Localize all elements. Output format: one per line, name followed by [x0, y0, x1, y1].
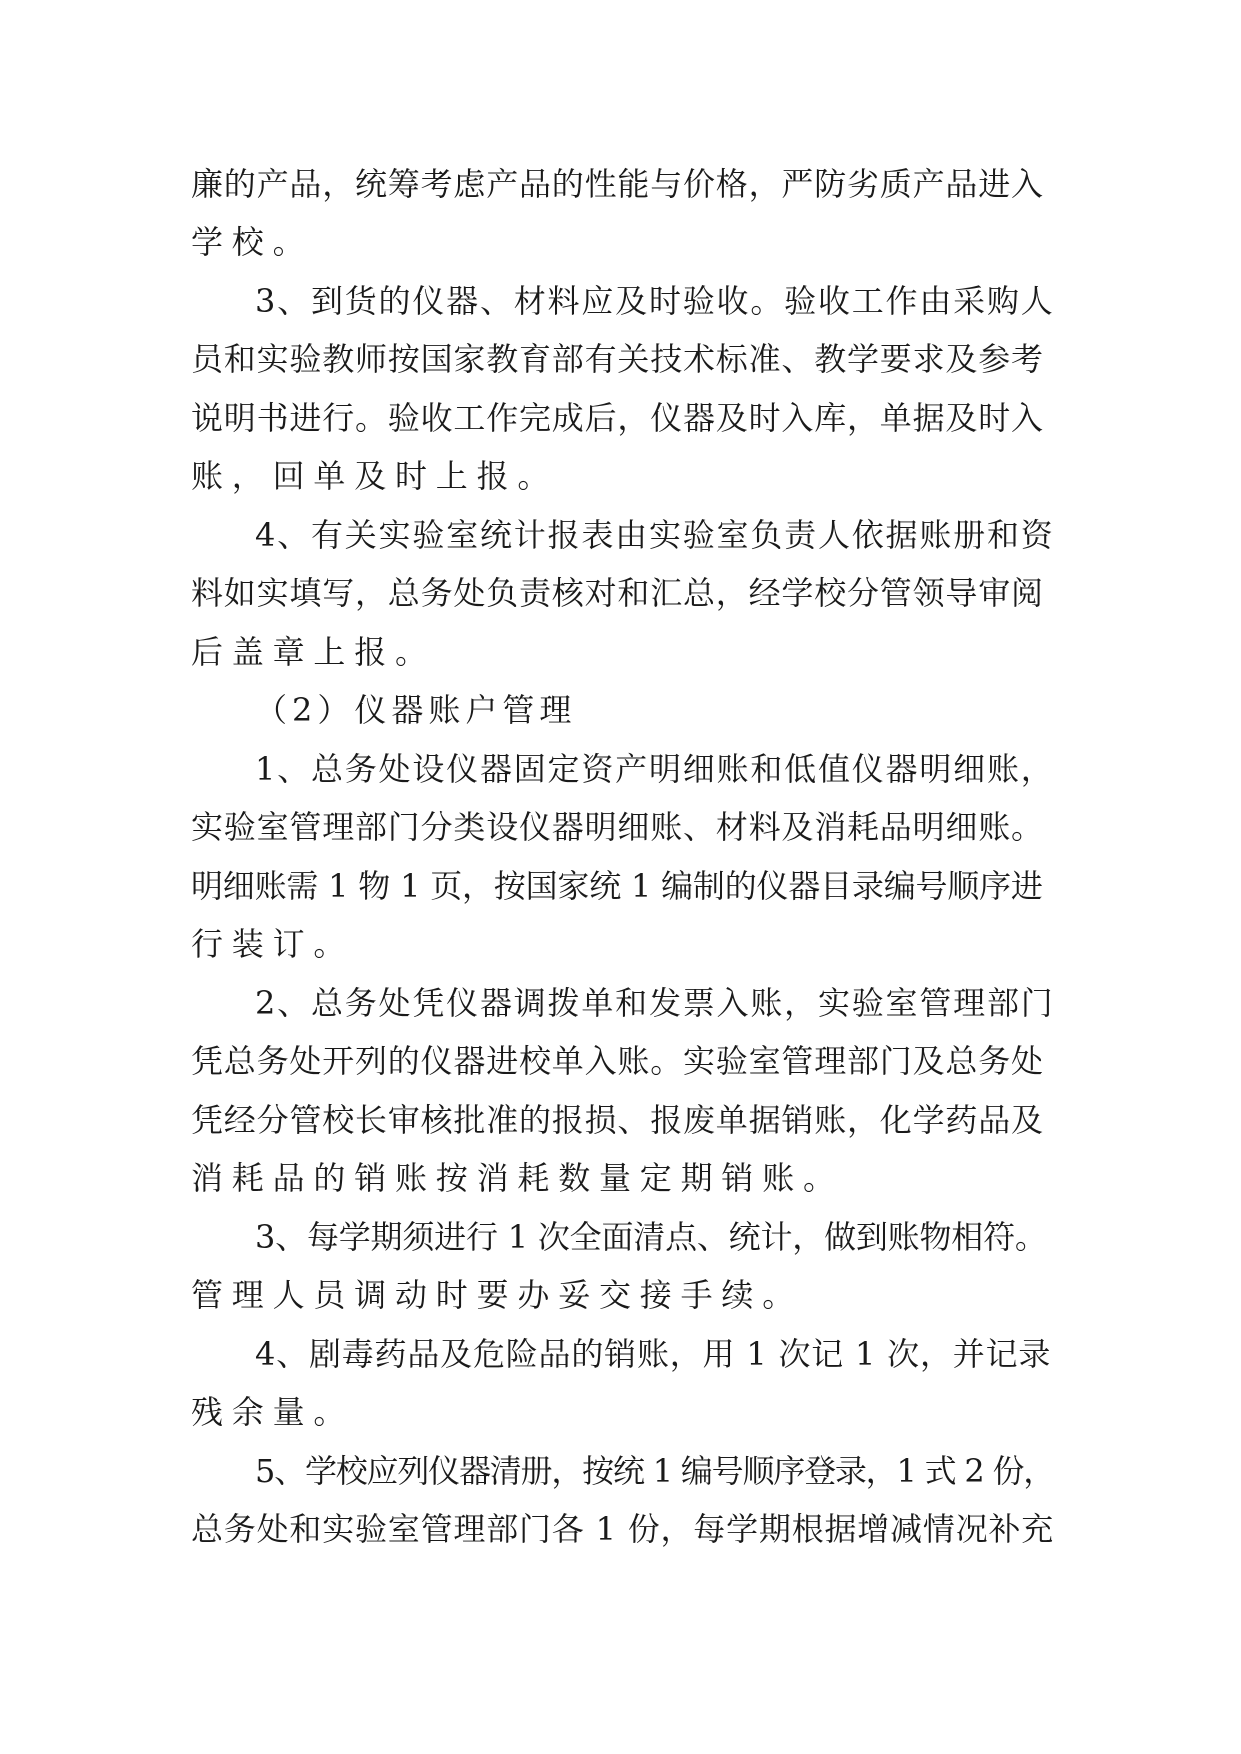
paragraph-line: 3、每学期须进行 1 次全面清点、统计，做到账物相符。 [255, 1218, 1047, 1256]
paragraph-line: 员和实验教师按国家教育部有关技术标准、教学要求及参考 [191, 340, 1044, 378]
paragraph-line: 1、总务处设仪器固定资产明细账和低值仪器明细账， [255, 750, 1055, 788]
paragraph-line: 管理人员调动时要办妥交接手续。 [191, 1276, 804, 1314]
paragraph-line: 说明书进行。验收工作完成后，仪器及时入库，单据及时入 [191, 399, 1044, 437]
paragraph-line: 3、到货的仪器、材料应及时验收。验收工作由采购人 [255, 282, 1055, 320]
paragraph-line: 4、有关实验室统计报表由实验室负责人依据账册和资 [255, 516, 1055, 554]
paragraph-line: 残余量。 [191, 1393, 355, 1431]
paragraph-line: 后盖章上报。 [191, 633, 436, 671]
paragraph-line: 消耗品的销账按消耗数量定期销账。 [191, 1159, 844, 1197]
paragraph-line: 总务处和实验室管理部门各 1 份，每学期根据增减情况补充 [191, 1510, 1055, 1548]
paragraph-line: 2、总务处凭仪器调拨单和发票入账，实验室管理部门 [255, 984, 1055, 1022]
paragraph-line: 账，回单及时上报。 [191, 457, 559, 495]
paragraph-line: 行装订。 [191, 925, 355, 963]
paragraph-line: 学校。 [191, 223, 314, 261]
paragraph-line: 廉的产品，统筹考虑产品的性能与价格，严防劣质产品进入 [191, 165, 1044, 203]
paragraph-line: 凭经分管校长审核批准的报损、报废单据销账，化学药品及 [191, 1101, 1044, 1139]
paragraph-line: 实验室管理部门分类设仪器明细账、材料及消耗品明细账。 [191, 808, 1044, 846]
paragraph-line: 料如实填写，总务处负责核对和汇总，经学校分管领导审阅 [191, 574, 1044, 612]
paragraph-line: 5、学校应列仪器清册，按统 1 编号顺序登录，1 式 2 份， [255, 1452, 1055, 1490]
paragraph-line: 凭总务处开列的仪器进校单入账。实验室管理部门及总务处 [191, 1042, 1044, 1080]
section-heading: （2）仪器账户管理 [255, 691, 577, 729]
paragraph-line: 明细账需 1 物 1 页，按国家统 1 编制的仪器目录编号顺序进 [191, 867, 1043, 905]
paragraph-line: 4、剧毒药品及危险品的销账，用 1 次记 1 次，并记录 [255, 1335, 1052, 1373]
